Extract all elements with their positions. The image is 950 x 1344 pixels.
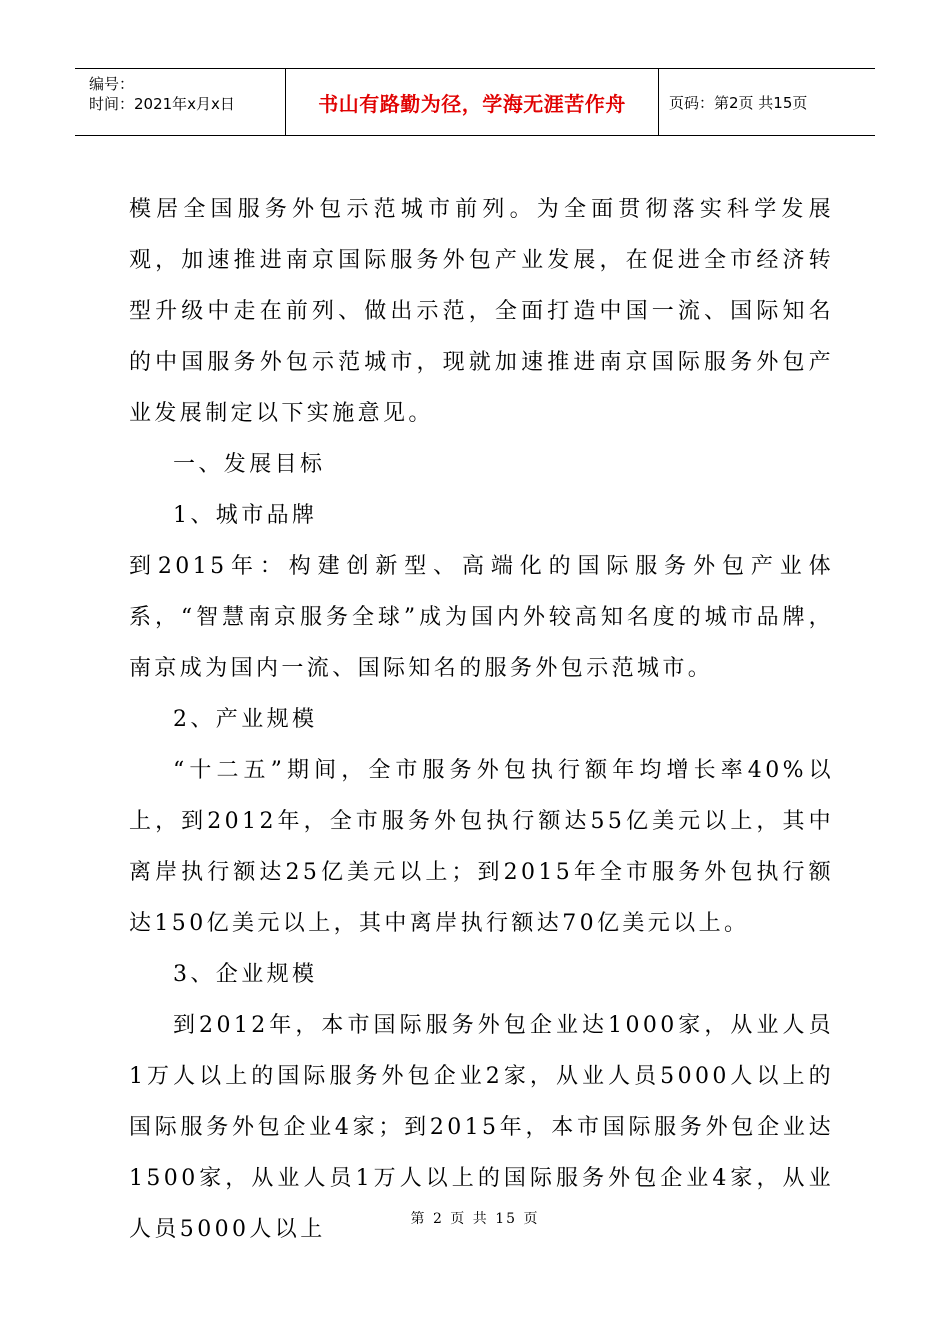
paragraph-city-brand: 到2015年：构建创新型、高端化的国际服务外包产业体系，“智慧南京服务全球”成为国内外较高知名度的城市品牌，南京成为国内一流、国际知名的服务外包示范城市。 [129, 554, 834, 681]
document-body [129, 184, 834, 1255]
paragraph-intro: 模居全国服务外包示范城市前列。为全面贯彻落实科学发展观，加速推进南京国际服务外包产业发展，在促进全市经济转型升级中走在前列、做出示范，全面打造中国一流、国际知名的中国服务外包示范城市，现就加速推进南京国际服务外包产业发展制定以下实施意见。 [129, 197, 834, 426]
heading-development-goals: 一、发展目标 [173, 452, 326, 477]
heading-industry-scale: 2、产业规模 [173, 707, 318, 732]
heading-enterprise-scale: 3、企业规模 [173, 962, 318, 987]
header-motto: 书山有路勤为径，学海无涯苦作舟 [318, 91, 626, 116]
document-number-label: 编号： [89, 75, 135, 93]
header-page-number: 页码：第2页 共15页 [669, 93, 808, 112]
paragraph-enterprise-scale: 到2012年，本市国际服务外包企业达1000家，从业人员1万人以上的国际服务外包企业2家，从业人员5000人以上的国际服务外包企业4家；到2015年，本市国际服务外包企业达1500家，从业人员1万人以上的国际服务外包企业4家，从业人员5000人以上 [129, 1013, 834, 1242]
paragraph-industry-scale: “十二五”期间，全市服务外包执行额年均增长率40%以上，到2012年，全市服务外包执行额达55亿美元以上，其中离岸执行额达25亿美元以上；到2015年全市服务外包执行额达150亿美元以上，其中离岸执行额达70亿美元以上。 [129, 758, 834, 936]
header-meta [75, 69, 286, 135]
page-header [75, 68, 875, 136]
heading-city-brand: 1、城市品牌 [173, 503, 318, 528]
document-time-label: 时间：2021年x月x日 [89, 95, 235, 113]
page-footer: 第 2 页 共 15 页 [410, 1211, 540, 1227]
header-motto-cell [286, 69, 659, 135]
header-page-cell [659, 69, 875, 135]
